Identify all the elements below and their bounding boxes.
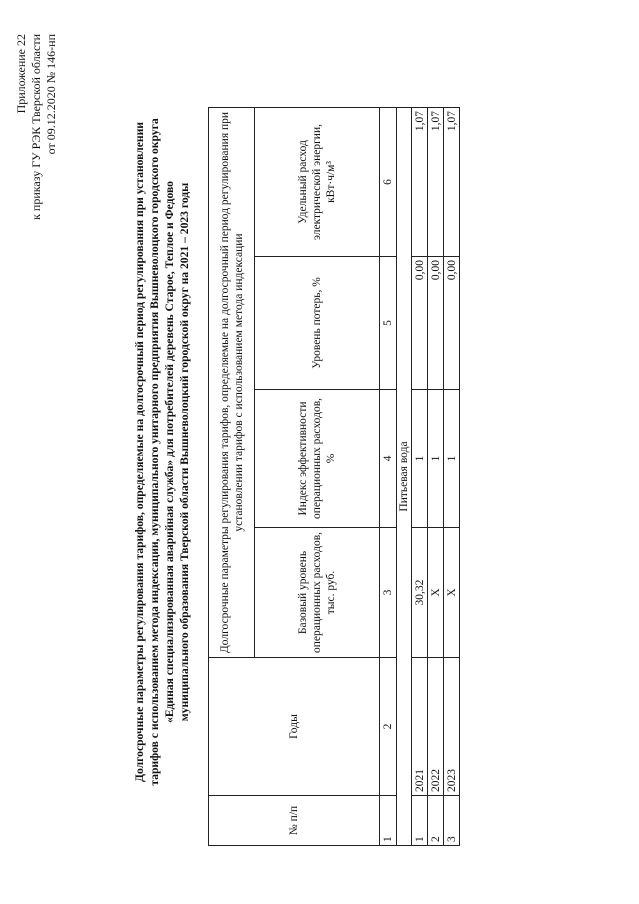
row-base-level: X — [428, 528, 444, 658]
row-base-level: 30,32 — [412, 528, 428, 658]
row-number: 3 — [444, 796, 460, 846]
table-row — [428, 108, 444, 846]
title-line: тарифов с использованием метода индексации, муниципального унитарного предприятия Вышневолоцкого городского округа — [148, 118, 161, 786]
row-energy-rate: 1,07 — [444, 108, 460, 257]
header-years: Годы — [209, 658, 380, 796]
appendix-line: от 09.12.2020 № 146-нп — [44, 34, 58, 155]
row-loss-level: 0,00 — [444, 257, 460, 390]
header-base-level: Базовый уровень операционных расходов, тыс. руб. — [255, 528, 380, 658]
row-number: 1 — [412, 796, 428, 846]
title-line: «Единая специализированная аварийная служба» для потребителей деревень Старое, Теплое и Федово — [163, 181, 176, 723]
parameters-table — [208, 107, 460, 846]
row-year: 2022 — [428, 658, 444, 796]
title-line: муниципального образования Тверской области Вышневолоцкий городской округ на 2021 – 2023 годы — [178, 182, 191, 722]
row-loss-level: 0,00 — [428, 257, 444, 390]
section-row — [397, 108, 412, 846]
column-number: 6 — [380, 108, 397, 257]
row-year: 2023 — [444, 658, 460, 796]
header-row — [209, 108, 255, 846]
appendix-line: Приложение 22 — [14, 34, 28, 114]
row-efficiency-index: 1 — [428, 390, 444, 528]
section-label: Питьевая вода — [397, 108, 412, 846]
appendix-line: к приказу ГУ РЭК Тверской области — [29, 34, 43, 220]
row-number: 2 — [428, 796, 444, 846]
column-number: 4 — [380, 390, 397, 528]
row-year: 2021 — [412, 658, 428, 796]
column-numbering-row — [380, 108, 397, 846]
header-num: № п/п — [209, 796, 380, 846]
document-title — [132, 0, 192, 904]
column-number: 2 — [380, 658, 397, 796]
header-loss-level: Уровень потерь, % — [255, 257, 380, 390]
table-row — [412, 108, 428, 846]
appendix-note — [14, 34, 59, 220]
title-line: Долгосрочные параметры регулирования тарифов, определяемые на долгосрочный период регулирования при установлении — [133, 122, 146, 782]
column-number: 1 — [380, 796, 397, 846]
header-energy-rate: Удельный расход электрической энергии, кВт·ч/м³ — [255, 108, 380, 257]
header-group: Долгосрочные параметры регулирования тарифов, определяемые на долгосрочный период регулирования при установлении тарифов с использованием метода индексации — [209, 108, 255, 658]
row-efficiency-index: 1 — [412, 390, 428, 528]
row-energy-rate: 1,07 — [428, 108, 444, 257]
column-number: 5 — [380, 257, 397, 390]
row-energy-rate: 1,07 — [412, 108, 428, 257]
header-efficiency-index: Индекс эффективности операционных расходов, % — [255, 390, 380, 528]
table-row — [444, 108, 460, 846]
row-base-level: X — [444, 528, 460, 658]
column-number: 3 — [380, 528, 397, 658]
row-loss-level: 0,00 — [412, 257, 428, 390]
row-efficiency-index: 1 — [444, 390, 460, 528]
